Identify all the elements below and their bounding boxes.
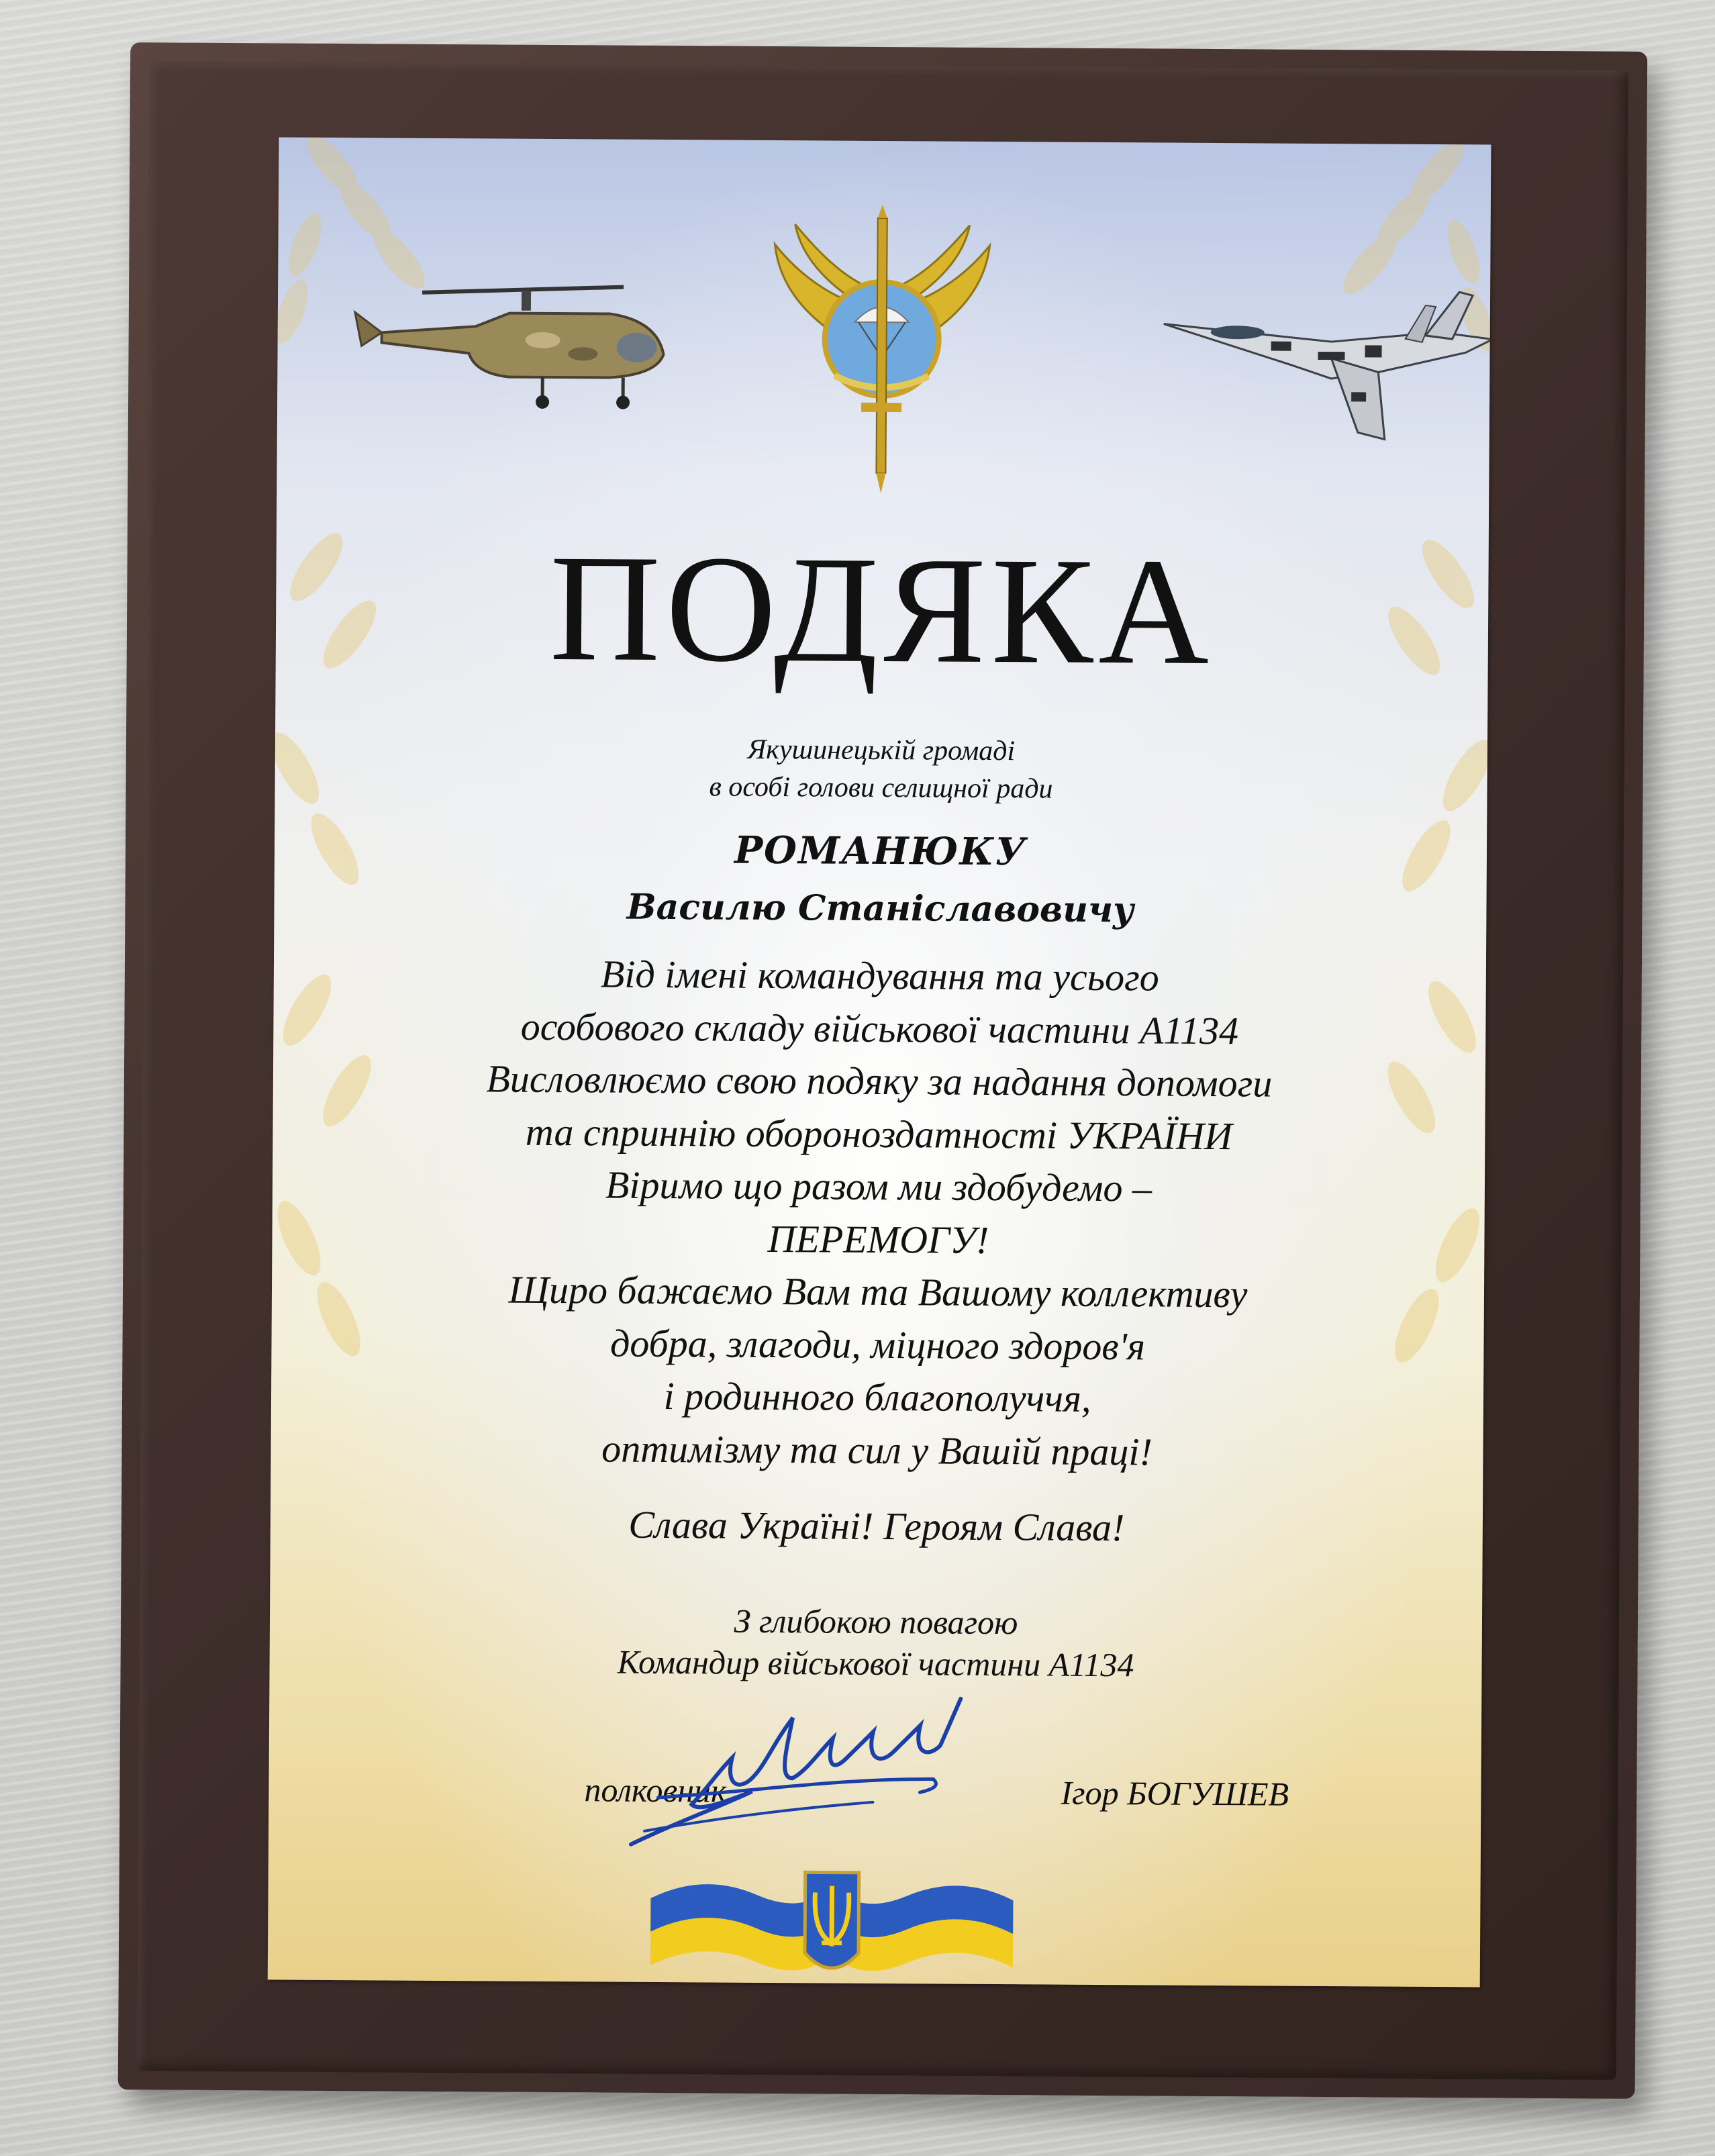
body-line: оптимізму та сил у Вашій праці! bbox=[601, 1426, 1153, 1473]
helicopter-icon bbox=[341, 265, 677, 415]
body-line: ПЕРЕМОГУ! bbox=[767, 1216, 989, 1262]
signer-name: Ігор БОГУШЕВ bbox=[1061, 1773, 1289, 1813]
signature-icon bbox=[618, 1677, 975, 1880]
body-line: Віримо що разом ми здобудемо – bbox=[605, 1163, 1153, 1210]
wooden-plaque bbox=[118, 42, 1648, 2099]
certificate-plate bbox=[268, 137, 1491, 1987]
addressee-line: Якушинецькій громаді bbox=[747, 734, 1016, 767]
recipient-surname: РОМАНЮКУ bbox=[734, 828, 1028, 875]
jet-icon bbox=[1157, 277, 1491, 453]
certificate-body bbox=[271, 946, 1486, 1480]
recipient-name: Василю Станіславовичу bbox=[626, 886, 1134, 931]
body-line: Щиро бажаємо Вам та Вашому коллективу bbox=[508, 1267, 1248, 1316]
body-line: Висловлюємо свою подяку за надання допомоги bbox=[486, 1057, 1273, 1106]
body-line: і родинного благополуччя, bbox=[663, 1374, 1091, 1420]
signer-rank: полковник bbox=[584, 1771, 727, 1810]
body-line: добра, злагоди, міцного здоров'я bbox=[609, 1321, 1146, 1368]
airborne-emblem-icon bbox=[753, 204, 1010, 494]
ukraine-flag-trident-icon bbox=[644, 1858, 1020, 1988]
regards-line: Командир військової частини А1134 bbox=[617, 1643, 1134, 1684]
body-line: Від імені командування та усього bbox=[600, 952, 1159, 999]
addressee-line: в особі голови селищної ради bbox=[709, 771, 1053, 805]
body-line: особового складу військової частини А1134 bbox=[520, 1004, 1239, 1052]
addressee bbox=[275, 728, 1487, 810]
certificate-title: ПОДЯКА bbox=[549, 523, 1216, 697]
regards bbox=[269, 1597, 1482, 1687]
body-line: та сприннію обороноздатності УКРАЇНИ bbox=[525, 1110, 1233, 1158]
slogan: Слава Україні! Героям Слава! bbox=[628, 1502, 1125, 1550]
regards-line: З глибокою повагою bbox=[734, 1602, 1018, 1642]
